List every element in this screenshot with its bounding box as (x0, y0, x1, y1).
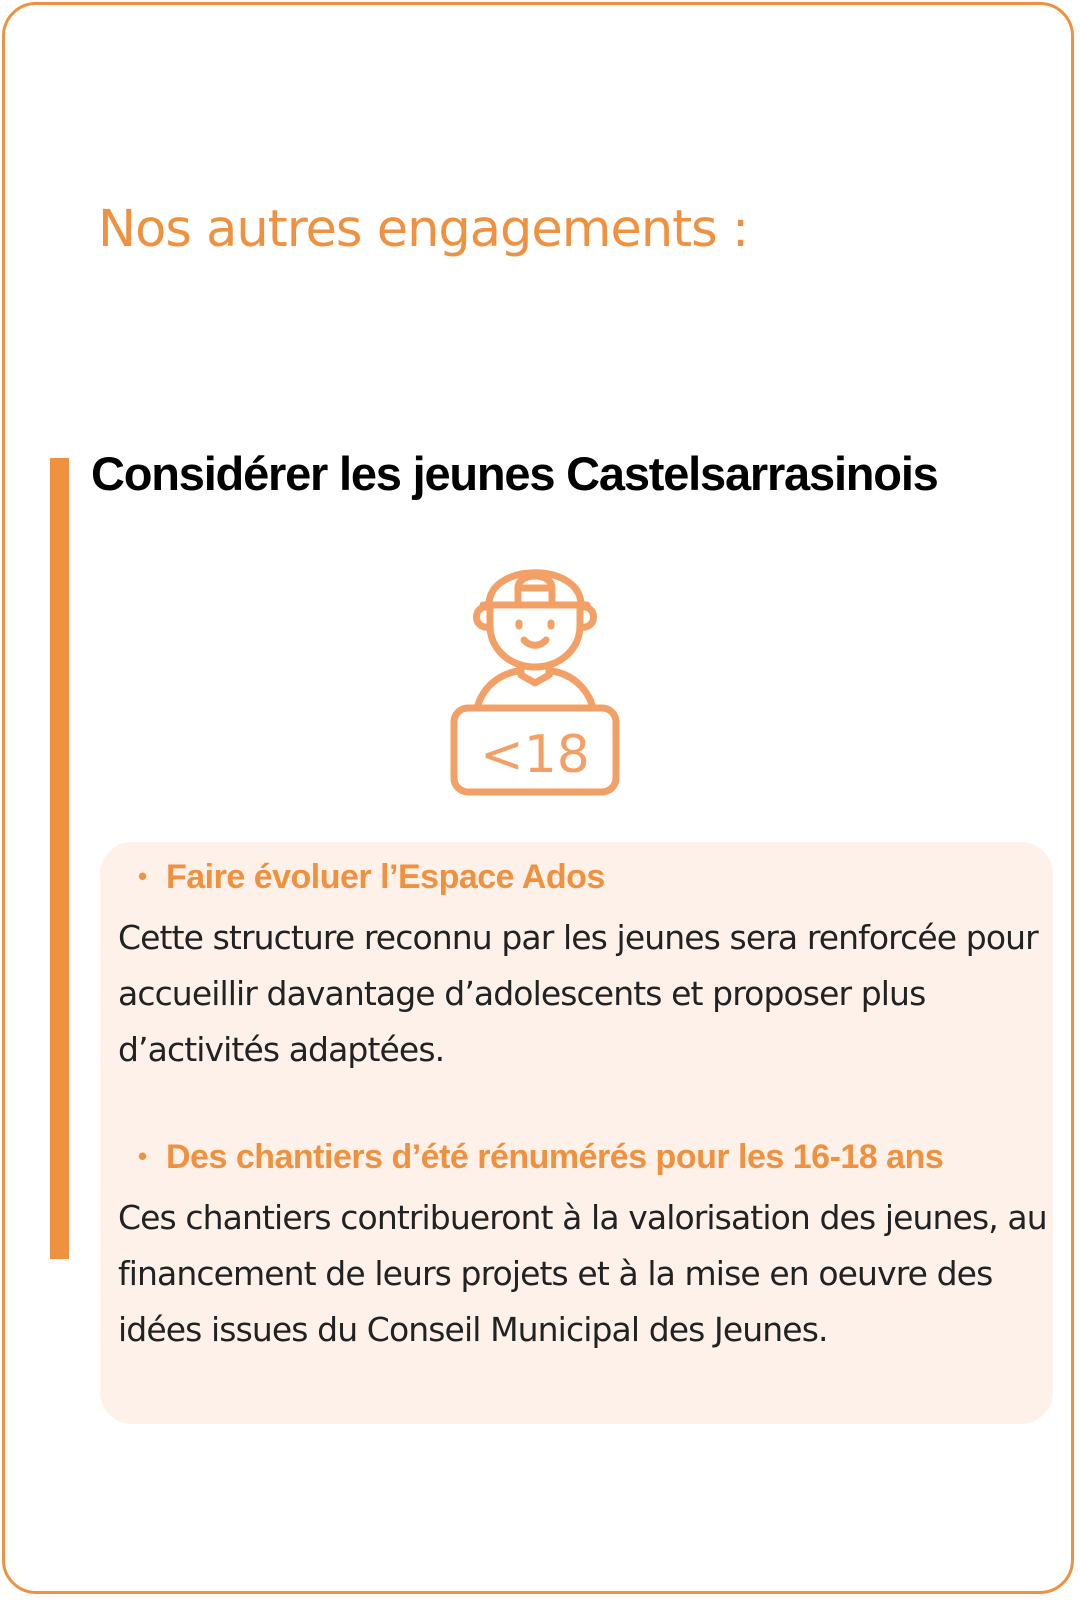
item-text-chantiers-ete: Ces chantiers contribueront à la valorisation des jeunes, au financement de leurs projets et à la mise en oeuvre des idées issues du Conseil Municipal des Jeunes. (118, 1198, 1047, 1349)
section-title: Considérer les jeunes Castelsarrasinois (91, 447, 938, 500)
bullet-icon: • (138, 861, 147, 891)
section-accent-bar (50, 458, 69, 1259)
page-title: Nos autres engagements : (98, 200, 749, 259)
item-heading-chantiers-ete (138, 1138, 943, 1177)
item-text-espace-ados: Cette structure reconnu par les jeunes sera renforcée pour accueillir davantage d’adolescents et proposer plus d’activités adaptées. (118, 918, 1038, 1069)
under-18-label: <18 (480, 725, 590, 785)
item-heading-espace-ados (138, 858, 605, 897)
item-heading-text: Faire évoluer l’Espace Ados (166, 858, 605, 896)
item-heading-text: Des chantiers d’été rénumérés pour les 16-18 ans (166, 1138, 944, 1176)
engagement-details-box (100, 842, 1053, 1424)
teen-under-18-icon (450, 550, 630, 815)
engagement-card (2, 2, 1074, 1594)
bullet-icon: • (138, 1141, 147, 1171)
